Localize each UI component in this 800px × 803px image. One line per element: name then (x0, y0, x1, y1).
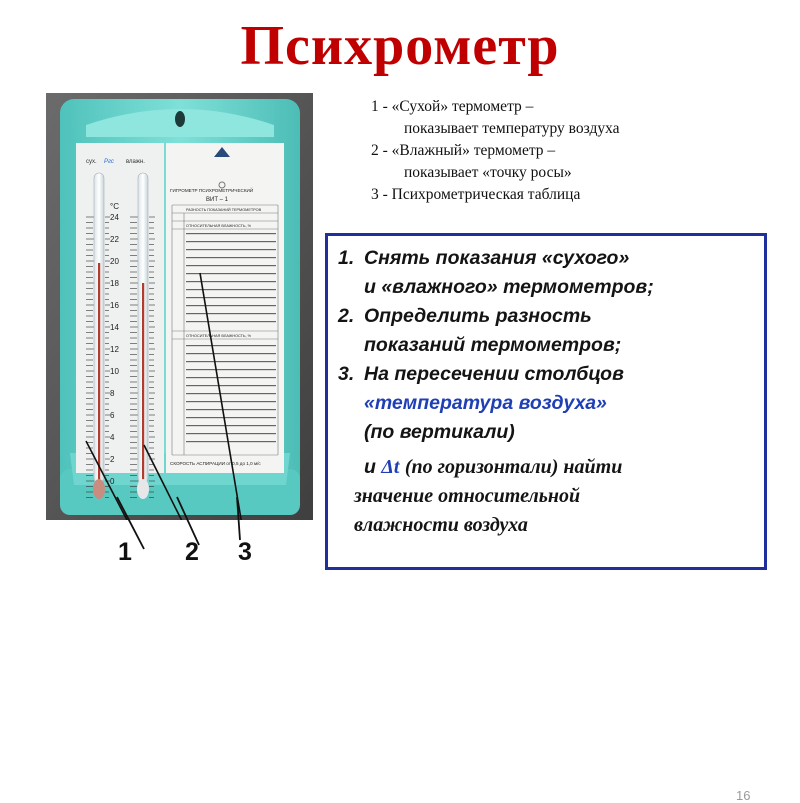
scale-label: 4 (110, 433, 115, 442)
legend-item-2-line2: показывает «точку росы» (404, 164, 572, 181)
scale-label: 24 (110, 213, 119, 222)
step-3-line5: значение относительной (354, 485, 581, 507)
delta-t-symbol: Δt (381, 456, 400, 478)
step-3-line6: влажности воздуха (354, 514, 528, 536)
device-table-sub-2: ОТНОСИТЕЛЬНАЯ ВЛАЖНОСТЬ, % (186, 334, 251, 338)
scale-label: 2 (110, 455, 115, 464)
step-1-line2: и «влажного» термометров; (364, 276, 654, 298)
step-2 (338, 302, 758, 360)
device-header-wet: влажн. (126, 159, 145, 165)
step-1 (338, 244, 758, 302)
step-2-line1: Определить разность (364, 305, 592, 327)
step-3-line4 (338, 453, 758, 482)
device-header-dry: сух. (86, 159, 97, 165)
device-table-header: РАЗНОСТЬ ПОКАЗАНИЙ ТЕРМОМЕТРОВ (186, 208, 262, 212)
legend-item-3-line1: 3 - Психрометрическая таблица (371, 186, 581, 203)
step-3-and: и (364, 456, 376, 478)
device-table-title-2: ВИТ – 1 (206, 197, 228, 203)
scale-label: 8 (110, 389, 115, 398)
scale-label: 10 (110, 367, 119, 376)
instructions-list (338, 244, 758, 540)
legend-item-2-line1: 2 - «Влажный» термометр – (371, 142, 556, 159)
legend (371, 96, 791, 206)
device-header-brand: Ргс (104, 159, 114, 165)
page-number: 16 (736, 788, 751, 803)
callout-2: 2 (185, 538, 199, 566)
scale-label: 20 (110, 257, 119, 266)
scale-label: 16 (110, 301, 119, 310)
step-3-number: 3. (338, 363, 355, 385)
instructions-box (325, 233, 767, 803)
callout-3: 3 (238, 538, 252, 566)
step-1-number: 1. (338, 247, 355, 269)
legend-item-1-line2: показывает температуру воздуха (404, 120, 620, 137)
step-3-line2: «температура воздуха» (364, 392, 607, 414)
legend-item-1-line1: 1 - «Сухой» термометр – (371, 98, 534, 115)
device-unit: °C (110, 202, 119, 211)
step-1-line1: Снять показания «сухого» (364, 247, 630, 269)
device-table-title-1: ГИГРОМЕТР ПСИХРОМЕТРИЧЕСКИЙ (170, 188, 254, 193)
slide-title: Психрометр (240, 15, 560, 77)
step-3 (338, 360, 758, 540)
scale-label: 0 (110, 477, 115, 486)
step-3-line3: (по вертикали) (364, 421, 515, 443)
callout-1: 1 (118, 538, 132, 566)
scale-label: 18 (110, 279, 119, 288)
device-footer: СКОРОСТЬ АСПИРАЦИИ от 0,5 до 1,0 м/с (170, 461, 261, 466)
scale-label: 14 (110, 323, 119, 332)
scale-label: 6 (110, 411, 115, 420)
device-table-sub: ОТНОСИТЕЛЬНАЯ ВЛАЖНОСТЬ, % (186, 224, 251, 228)
step-2-line2: показаний термометров; (364, 334, 622, 356)
step-3-line4-rest: (по горизонтали) найти (404, 456, 623, 478)
step-3-line1: На пересечении столбцов (364, 363, 624, 385)
step-2-number: 2. (338, 305, 355, 327)
scale-label: 12 (110, 345, 119, 354)
scale-label: 22 (110, 235, 119, 244)
